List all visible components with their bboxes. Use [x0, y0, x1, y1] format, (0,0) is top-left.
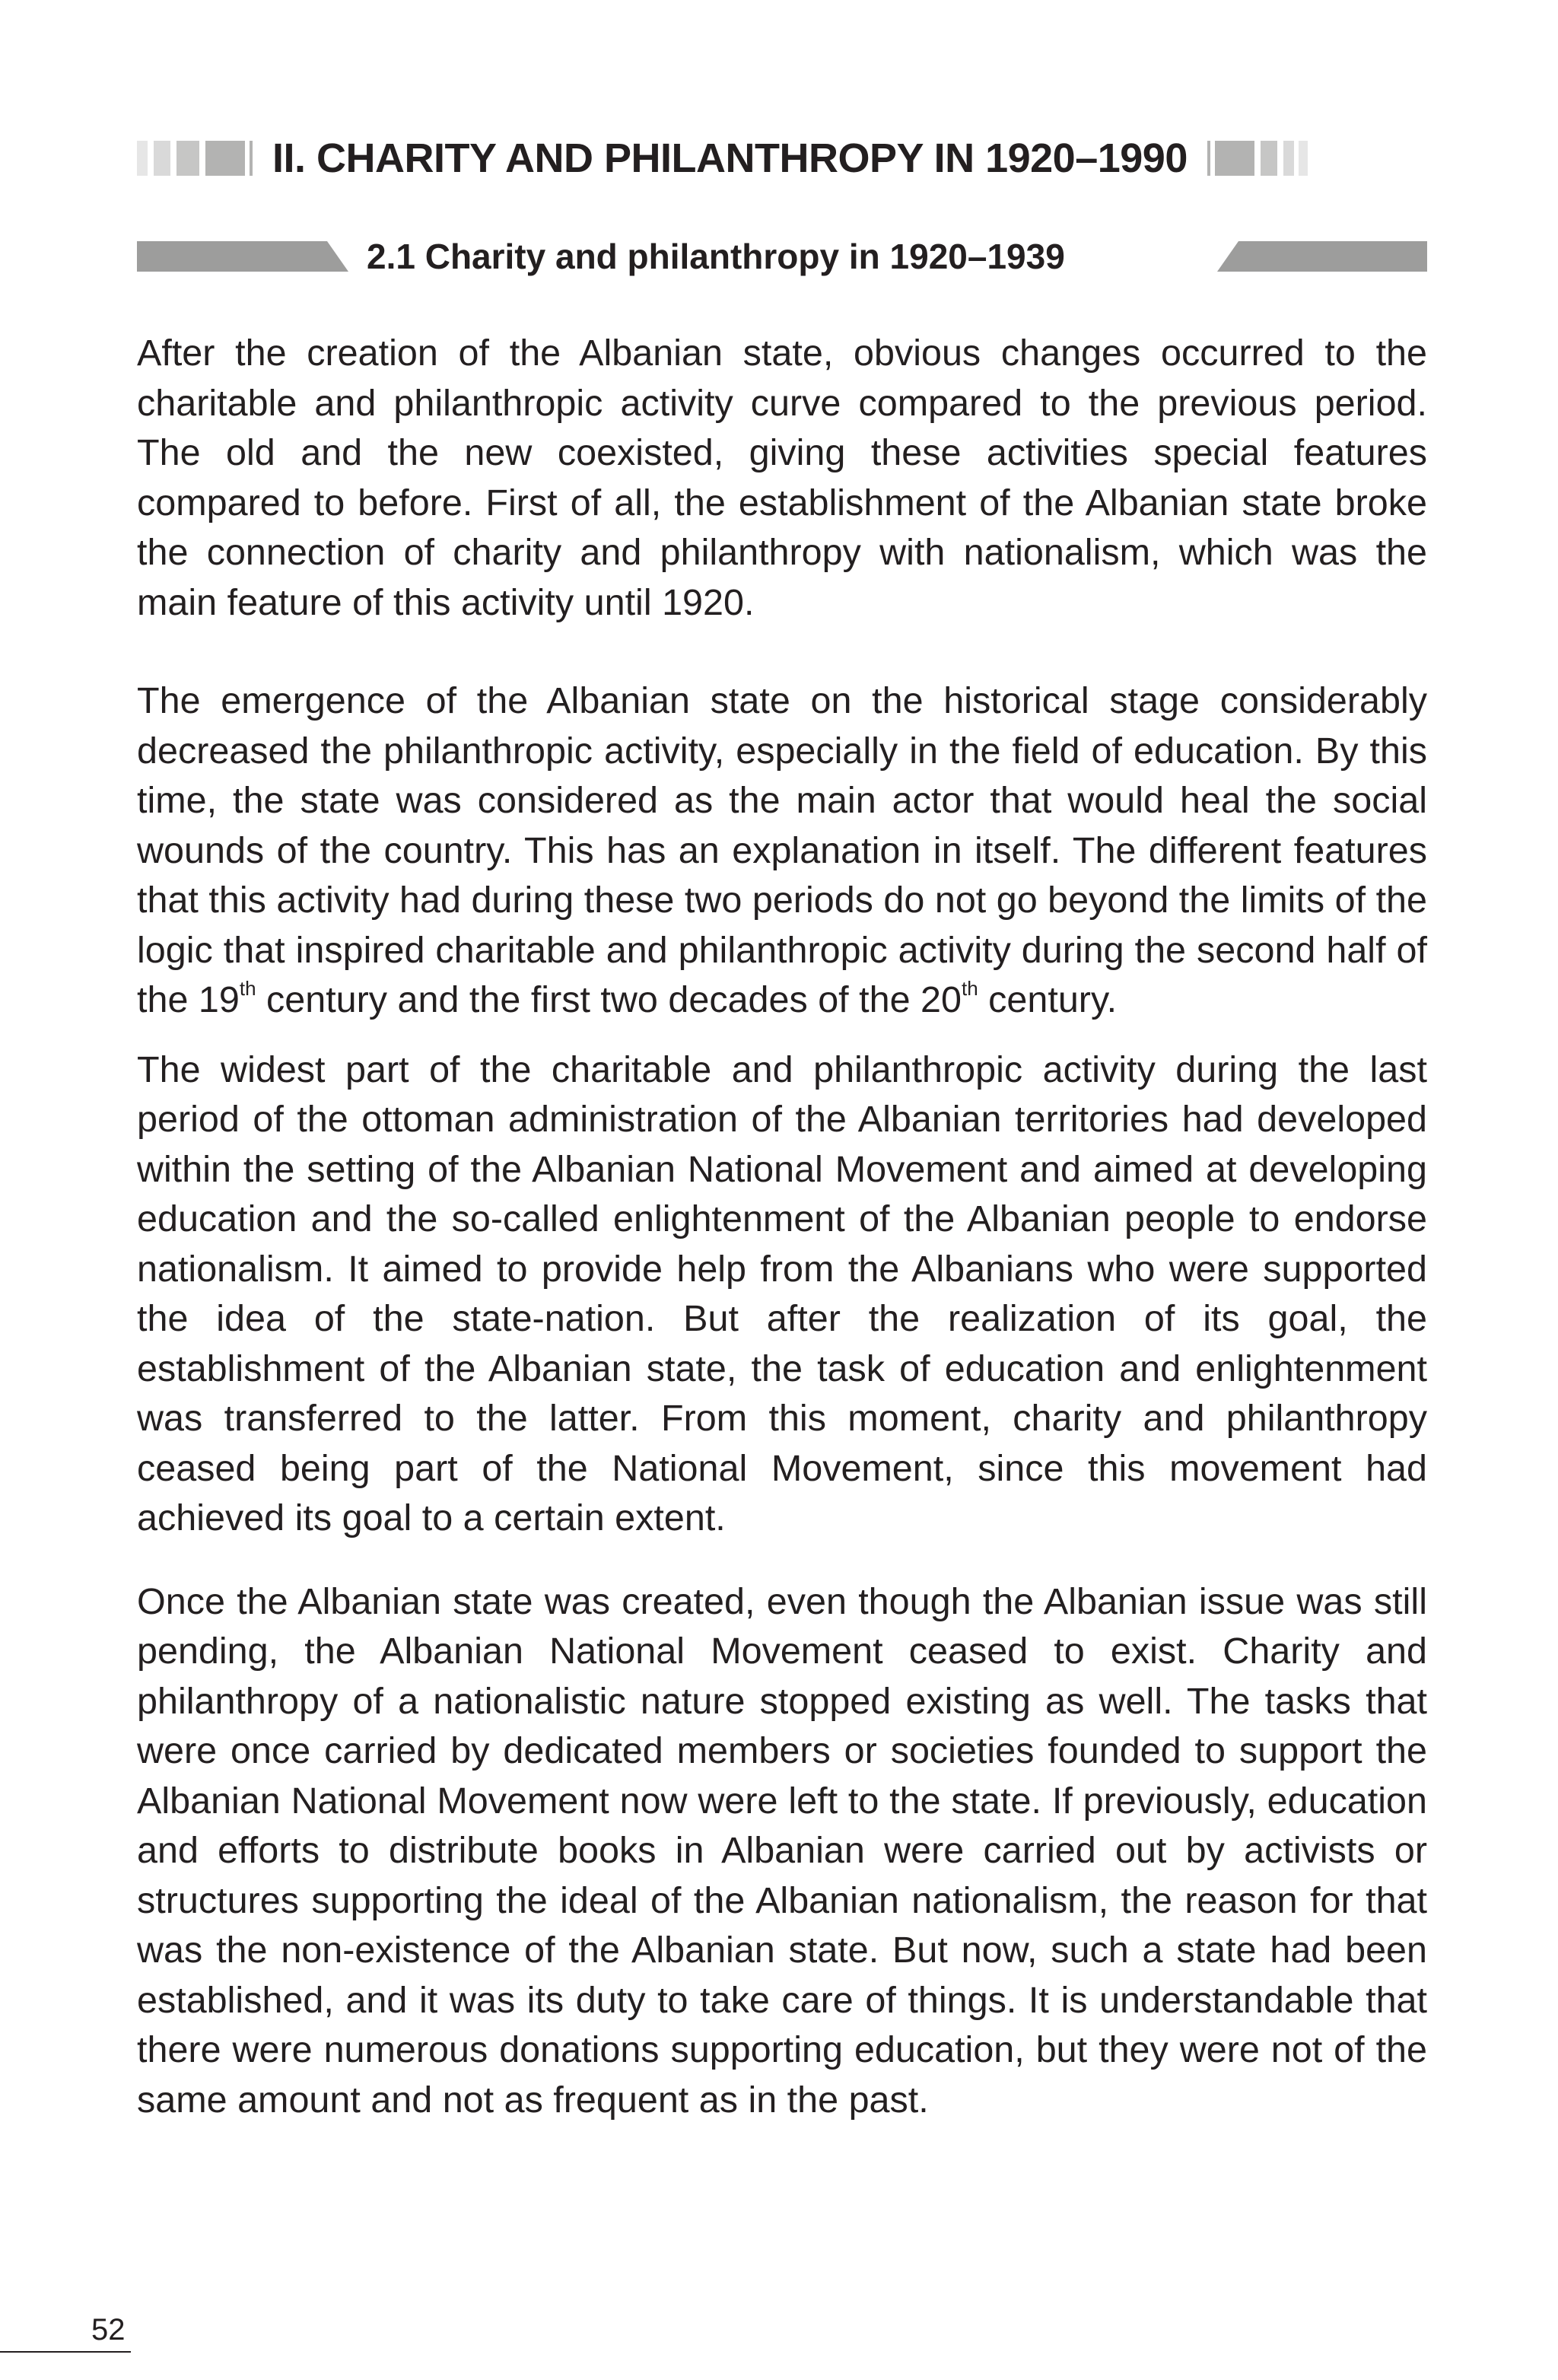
paragraph-2-part-a: The emergence of the Albanian state on the historical stage considerably decreased the philanthropic activity, especially in the field of education. By this time, the state was considered as the main actor that would heal the social wounds of the country. This has an explanation in itself. The different features that this activity had during these two periods do not go beyond the limits of the logic that inspired charitable and philanthropic activity during the second half of the 19: [137, 680, 1427, 1020]
decor-bar: [205, 141, 245, 176]
decor-bar: [1261, 141, 1277, 176]
section-decor-bar-right: [1217, 241, 1427, 272]
section-decor-bar-left: [137, 241, 348, 272]
chapter-decor-bars-right: [1207, 141, 1308, 176]
paragraph-1: After the creation of the Albanian state, obvious changes occurred to the charitable and philanthropic activity curve compared to the previous period. The old and the new coexisted, giving these activities special features compared to before. First of all, the establishment of the Albanian state broke the connection of charity and philanthropy with nationalism, which was the main feature of this activity until 1920.: [137, 332, 1427, 623]
superscript-ordinal: th: [961, 977, 978, 1000]
page-number: 52: [91, 2313, 126, 2347]
decor-gap: [170, 141, 176, 176]
superscript-ordinal: th: [239, 977, 256, 1000]
paragraph-2-part-b: century and the first two decades of the 20: [256, 979, 962, 1020]
decor-bar: [1215, 141, 1254, 176]
paragraph-4: Once the Albanian state was created, even though the Albanian issue was still pending, the Albanian National Movement ceased to exist. Charity and philanthropy of a nationalistic nature stopped existing as well. The tasks that were once carried by dedicated members or societies founded to support the Albanian National Movement now were left to the state. If previously, education and efforts to distribute books in Albanian were carried out by activists or structures supporting the ideal of the Albanian nationalism, the reason for that was the non-existence of the Albanian state. But now, such a state had been established, and it was its duty to take care of things. It is understandable that there were numerous donations supporting education, but they were not of the same amount and not as frequent as in the past.: [137, 1580, 1427, 2121]
decor-bar: [250, 141, 253, 176]
decor-gap: [148, 141, 154, 176]
footer-rule: [0, 2351, 131, 2353]
section-heading: [137, 232, 1427, 281]
decor-bar: [137, 141, 148, 176]
chapter-title: II. CHARITY AND PHILANTHROPY IN 1920–1990: [272, 135, 1188, 181]
chapter-heading: [137, 131, 1427, 186]
section-title: 2.1 Charity and philanthropy in 1920–1939: [367, 237, 1065, 276]
paragraph-3: The widest part of the charitable and philanthropic activity during the last period of the ottoman administration of the Albanian territories had developed within the setting of the Albanian National Movement and aimed at developing education and the so-called enlightenment of the Albanian people to endorse nationalism. It aimed to provide help from the Albanians who were supported the idea of the state-nation. But after the realization of its goal, the establishment of the Albanian state, the task of education and enlightenment was transferred to the latter. From this moment, charity and philanthropy ceased being part of the National Movement, since this movement had achieved its goal to a certain extent.: [137, 1048, 1427, 1538]
paragraph-2-part-c: century.: [978, 979, 1118, 1020]
chapter-decor-bars-left: [137, 141, 253, 176]
decor-bar: [154, 141, 170, 176]
paragraph-2: [137, 676, 1427, 1026]
decor-bar: [1299, 141, 1308, 176]
decor-gap: [199, 141, 205, 176]
decor-bar: [176, 141, 199, 176]
decor-gap: [1277, 141, 1283, 176]
decor-gap: [1254, 141, 1261, 176]
body-text: [137, 329, 1427, 2125]
decor-bar: [1283, 141, 1294, 176]
